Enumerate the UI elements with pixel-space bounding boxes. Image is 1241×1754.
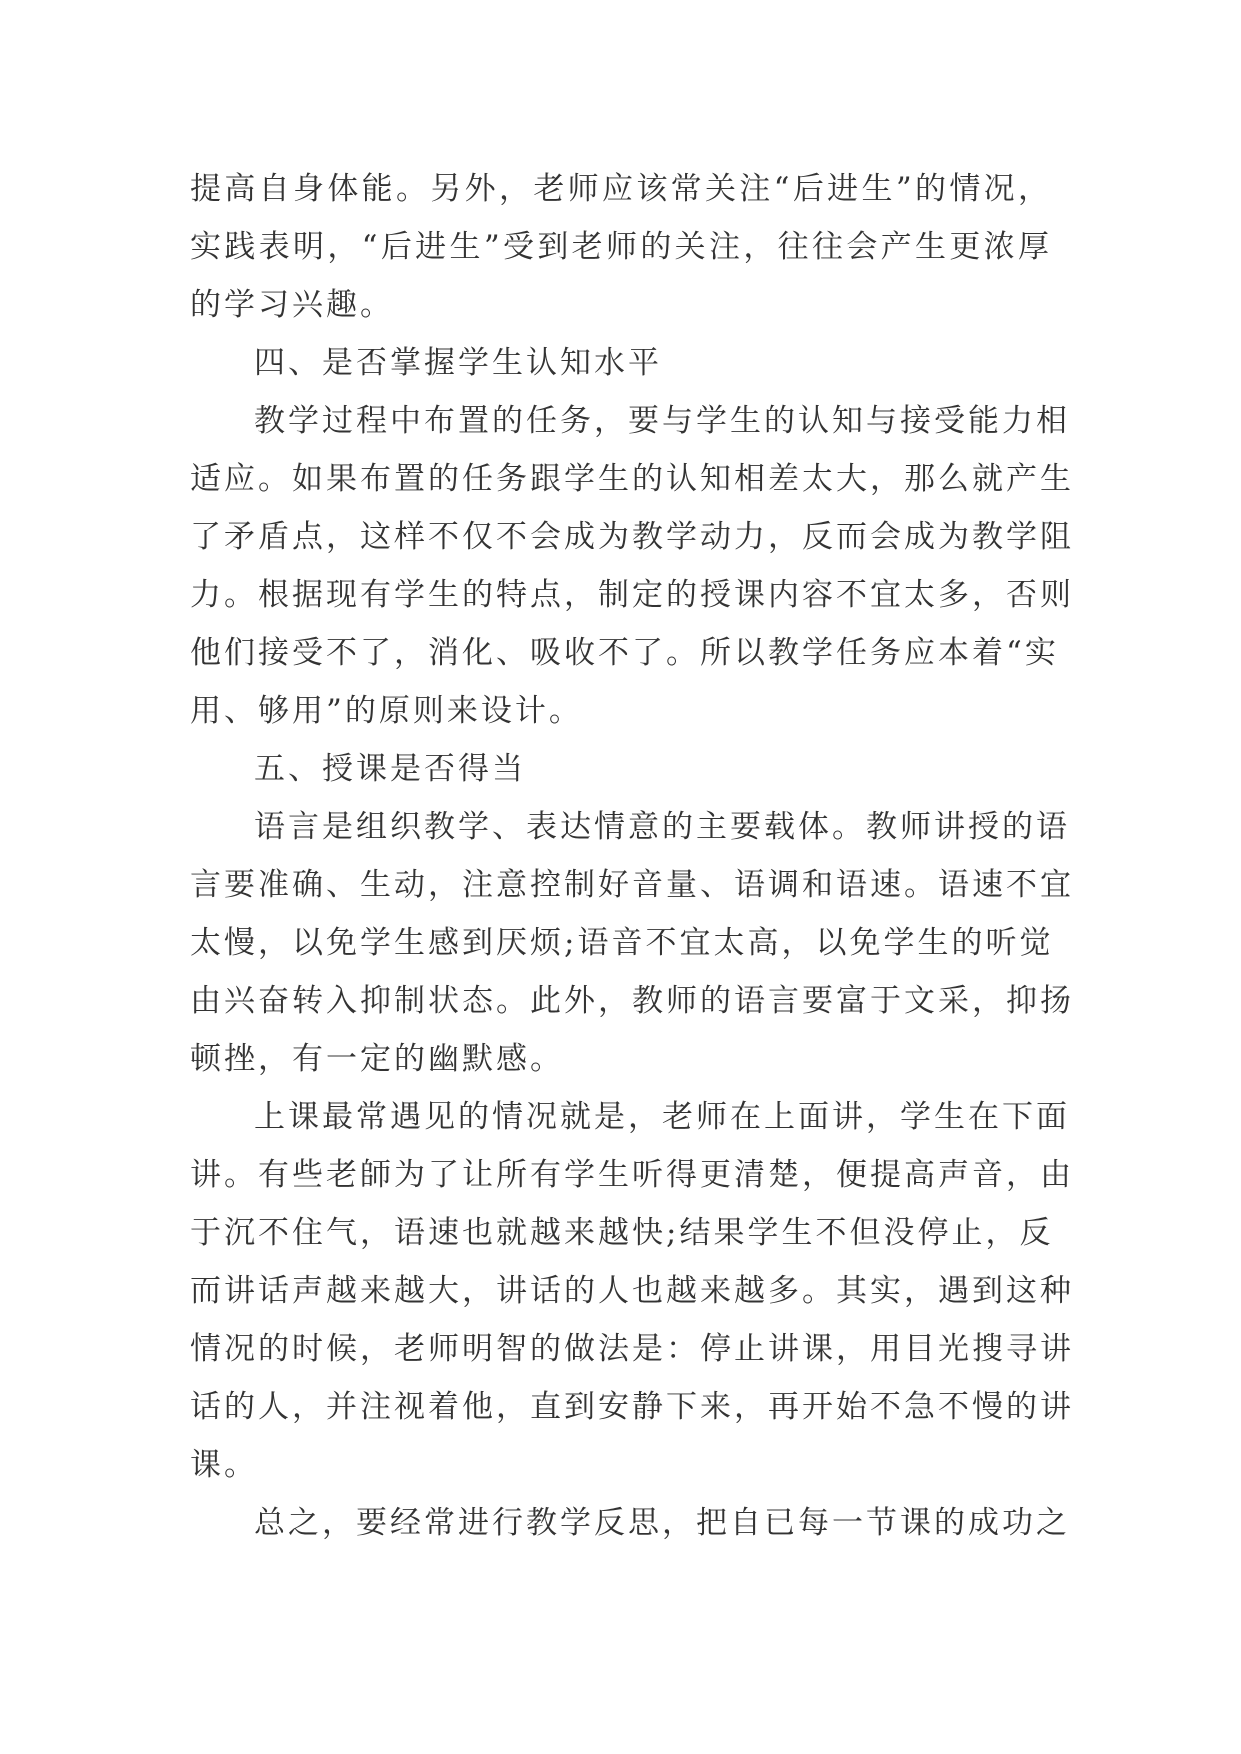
- text-line: 于沉不住气，语速也就越来越快;结果学生不但没停止，反: [190, 1215, 1054, 1251]
- text-line: 的学习兴趣。: [190, 287, 394, 323]
- text-line: 实践表明，“后进生”受到老师的关注，往往会产生更浓厚: [190, 229, 1052, 265]
- text-line: 情况的时候，老师明智的做法是：停止讲课，用目光搜寻讲: [190, 1331, 1074, 1367]
- text-line: 顿挫，有一定的幽默感。: [190, 1041, 564, 1077]
- text-line: 上课最常遇见的情况就是，老师在上面讲，学生在下面: [254, 1099, 1070, 1135]
- text-line: 他们接受不了，消化、吸收不了。所以教学任务应本着“实: [190, 635, 1059, 671]
- text-line: 讲。有些老師为了让所有学生听得更清楚，便提高声音，由: [190, 1157, 1074, 1193]
- section-heading: 四、是否掌握学生认知水平: [254, 345, 662, 381]
- text-line: 由兴奋转入抑制状态。此外，教师的语言要富于文采，抑扬: [190, 983, 1074, 1019]
- text-line: 力。根据现有学生的特点，制定的授课内容不宜太多，否则: [190, 577, 1074, 613]
- body-text: [190, 160, 1074, 1552]
- text-line: 适应。如果布置的任务跟学生的认知相差太大，那么就产生: [190, 461, 1074, 497]
- text-line: 用、够用”的原则来设计。: [190, 693, 583, 729]
- section-heading: 五、授课是否得当: [254, 751, 526, 787]
- text-line: 而讲话声越来越大，讲话的人也越来越多。其实，遇到这种: [190, 1273, 1074, 1309]
- text-line: 课。: [190, 1447, 258, 1483]
- text-line: 话的人，并注视着他，直到安静下来，再开始不急不慢的讲: [190, 1389, 1074, 1425]
- text-line: 了矛盾点，这样不仅不会成为教学动力，反而会成为教学阻: [190, 519, 1074, 555]
- text-line: 提高自身体能。另外，老师应该常关注“后进生”的情况，: [190, 171, 1052, 207]
- text-line: 教学过程中布置的任务，要与学生的认知与接受能力相: [254, 403, 1070, 439]
- text-line: 言要准确、生动，注意控制好音量、语调和语速。语速不宜: [190, 867, 1074, 903]
- text-line: 太慢，以免学生感到厌烦;语音不宜太高，以免学生的听觉: [190, 925, 1054, 961]
- text-line: 语言是组织教学、表达情意的主要载体。教师讲授的语: [254, 809, 1070, 845]
- text-line: 总之，要经常进行教学反思，把自已每一节课的成功之: [254, 1505, 1070, 1541]
